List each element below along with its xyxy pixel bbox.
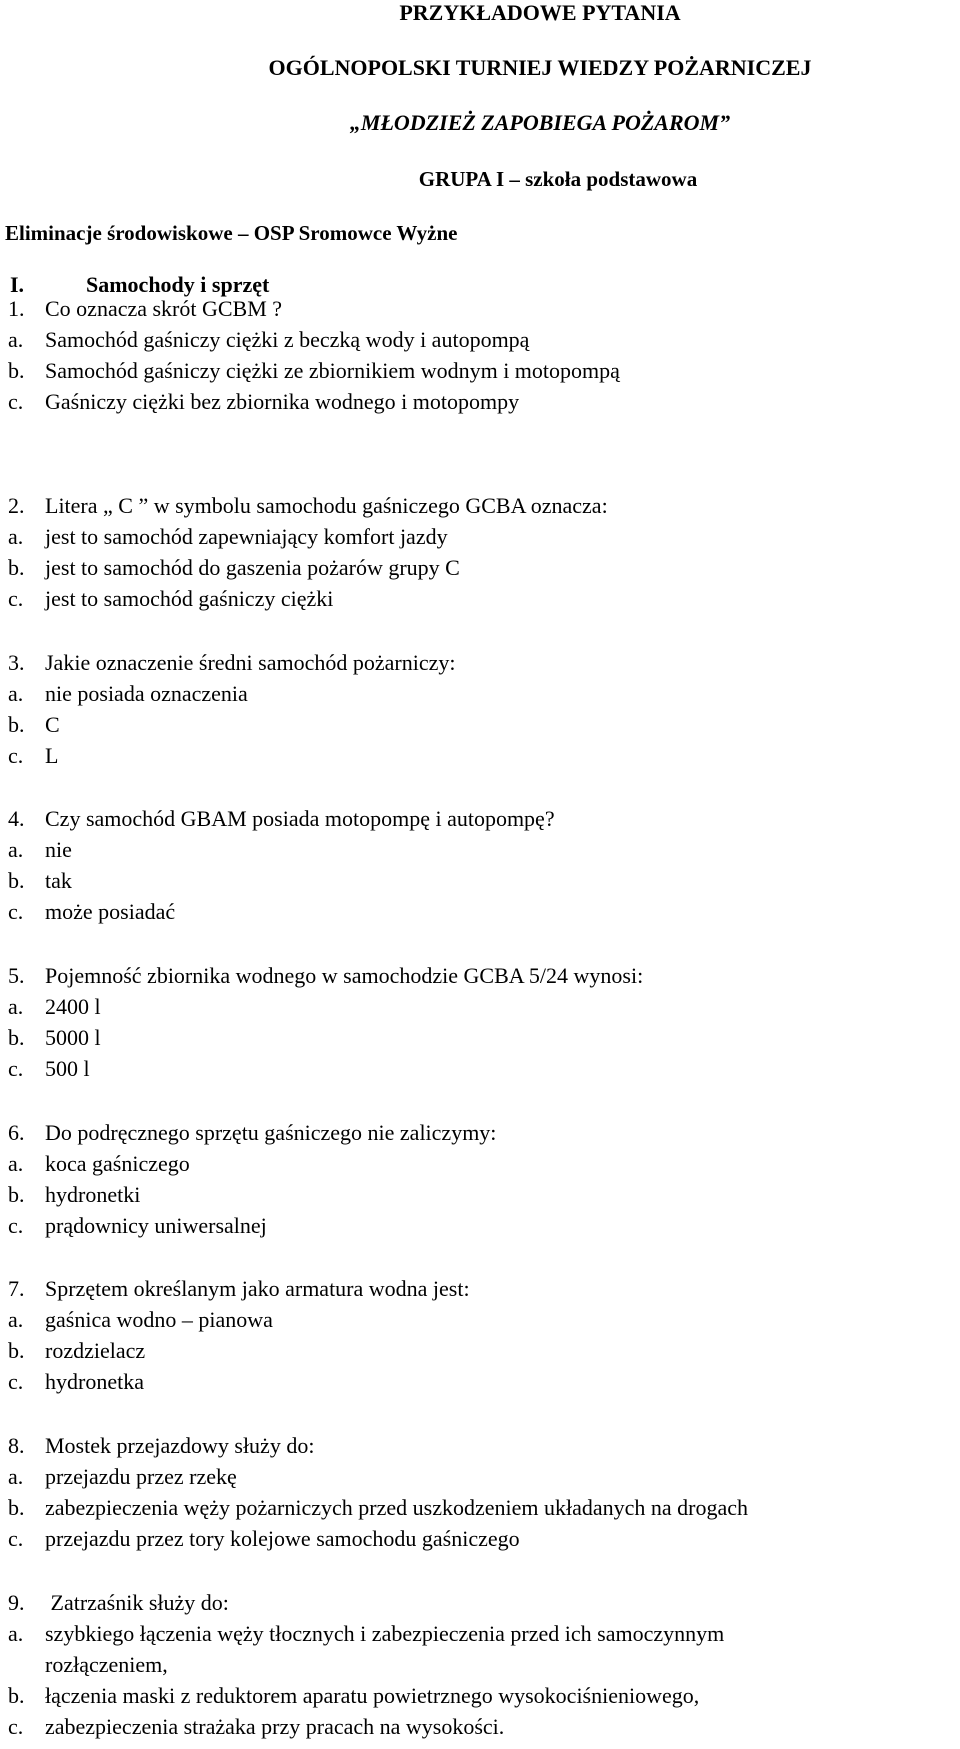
question-text: Mostek przejazdowy służy do: — [45, 1433, 315, 1458]
answer-text: Samochód gaśniczy ciężki ze zbiornikiem wodnym i motopompą — [45, 358, 620, 383]
question-9 — [8, 1587, 724, 1742]
answer-text: Gaśniczy ciężki bez zbiornika wodnego i motopompy — [45, 389, 520, 414]
question-3 — [8, 647, 455, 771]
answer-label: c. — [8, 1526, 24, 1551]
answer-text: jest to samochód do gaszenia pożarów grupy C — [45, 555, 460, 580]
answer-label: c. — [8, 1213, 24, 1238]
answer-label: b. — [8, 1182, 25, 1207]
answer-text: szybkiego łączenia węży tłocznych i zabezpieczenia przed ich samoczynnym — [45, 1621, 725, 1646]
question-number: 9. — [8, 1590, 25, 1615]
question-text: Czy samochód GBAM posiada motopompę i autopompę? — [45, 806, 555, 831]
answer-label: c. — [8, 1056, 24, 1081]
question-text: Sprzętem określanym jako armatura wodna jest: — [45, 1276, 470, 1301]
answer-label: a. — [8, 524, 24, 549]
answer-text: Samochód gaśniczy ciężki z beczką wody i autopompą — [45, 327, 530, 352]
header-line-3: „MŁODZIEŻ ZAPOBIEGA POŻAROM” — [349, 110, 731, 135]
answer-text: 500 l — [45, 1056, 90, 1081]
question-text: Zatrzaśnik służy do: — [45, 1590, 229, 1615]
answer-text: tak — [45, 868, 72, 893]
answer-label: a. — [8, 681, 24, 706]
answer-label: a. — [8, 1151, 24, 1176]
answer-label: a. — [8, 1464, 24, 1489]
question-number: 7. — [8, 1276, 25, 1301]
answer-text: 5000 l — [45, 1025, 101, 1050]
answer-text: hydronetka — [45, 1369, 144, 1394]
answer-label: c. — [8, 586, 24, 611]
answer-text: gaśnica wodno – pianowa — [45, 1307, 273, 1332]
answer-text: prądownicy uniwersalnej — [45, 1213, 267, 1238]
answer-label: c. — [8, 1369, 24, 1394]
question-text: Co oznacza skrót GCBM ? — [45, 296, 283, 321]
answer-text: C — [45, 712, 60, 737]
header-line-2: OGÓLNOPOLSKI TURNIEJ WIEDZY POŻARNICZEJ — [268, 55, 812, 80]
section-title: Samochody i sprzęt — [86, 272, 270, 297]
answer-label: b. — [8, 868, 25, 893]
answer-label: a. — [8, 327, 24, 352]
answer-label: c. — [8, 743, 24, 768]
question-1 — [8, 293, 620, 417]
answer-label: b. — [8, 358, 25, 383]
answer-text: hydronetki — [45, 1182, 141, 1207]
question-7 — [8, 1273, 470, 1397]
answer-text: nie — [45, 837, 72, 862]
answer-text: nie posiada oznaczenia — [45, 681, 248, 706]
question-text: Pojemność zbiornika wodnego w samochodzie GCBA 5/24 wynosi: — [45, 963, 644, 988]
question-number: 2. — [8, 493, 25, 518]
answer-label: b. — [8, 1683, 25, 1708]
answer-text: zabezpieczenia strażaka przy pracach na wysokości. — [45, 1714, 505, 1739]
answer-label: a. — [8, 837, 24, 862]
question-6 — [8, 1117, 496, 1241]
answer-label: b. — [8, 1025, 25, 1050]
question-text: Litera „ C ” w symbolu samochodu gaśniczego GCBA oznacza: — [45, 493, 608, 518]
question-2 — [8, 490, 608, 614]
question-8 — [8, 1430, 748, 1554]
answer-text: jest to samochód gaśniczy ciężki — [45, 586, 334, 611]
answer-label: b. — [8, 1338, 25, 1363]
answer-text: 2400 l — [45, 994, 101, 1019]
answer-label: b. — [8, 1495, 25, 1520]
answer-label: b. — [8, 712, 25, 737]
eliminations-line: Eliminacje środowiskowe – OSP Sromowce Wyżne — [5, 221, 458, 245]
answer-text: przejazdu przez tory kolejowe samochodu gaśniczego — [45, 1526, 520, 1551]
answer-label: a. — [8, 1621, 24, 1646]
question-number: 4. — [8, 806, 25, 831]
question-5 — [8, 960, 643, 1084]
question-number: 3. — [8, 650, 25, 675]
answer-label: c. — [8, 899, 24, 924]
question-text: Do podręcznego sprzętu gaśniczego nie zaliczymy: — [45, 1120, 497, 1145]
answer-text: łączenia maski z reduktorem aparatu powietrznego wysokociśnieniowego, — [45, 1683, 700, 1708]
answer-text: może posiadać — [45, 899, 176, 924]
answer-text: L — [45, 743, 59, 768]
answer-text: rozdzielacz — [45, 1338, 146, 1363]
answer-label: c. — [8, 1714, 24, 1739]
answer-text: zabezpieczenia węży pożarniczych przed uszkodzeniem układanych na drogach — [45, 1495, 749, 1520]
answer-text: jest to samochód zapewniający komfort jazdy — [45, 524, 448, 549]
section-number: I. — [10, 272, 25, 297]
answer-continuation: rozłączeniem, — [45, 1652, 168, 1677]
answer-text: koca gaśniczego — [45, 1151, 190, 1176]
question-number: 6. — [8, 1120, 25, 1145]
answer-label: a. — [8, 1307, 24, 1332]
answer-text: przejazdu przez rzekę — [45, 1464, 237, 1489]
question-number: 5. — [8, 963, 25, 988]
question-number: 8. — [8, 1433, 25, 1458]
question-text: Jakie oznaczenie średni samochód pożarniczy: — [45, 650, 456, 675]
header-line-4: GRUPA I – szkoła podstawowa — [418, 167, 698, 191]
answer-label: c. — [8, 389, 24, 414]
header-line-1: PRZYKŁADOWE PYTANIA — [399, 0, 681, 25]
answer-label: b. — [8, 555, 25, 580]
question-4 — [8, 803, 555, 927]
answer-label: a. — [8, 994, 24, 1019]
question-number: 1. — [8, 296, 25, 321]
